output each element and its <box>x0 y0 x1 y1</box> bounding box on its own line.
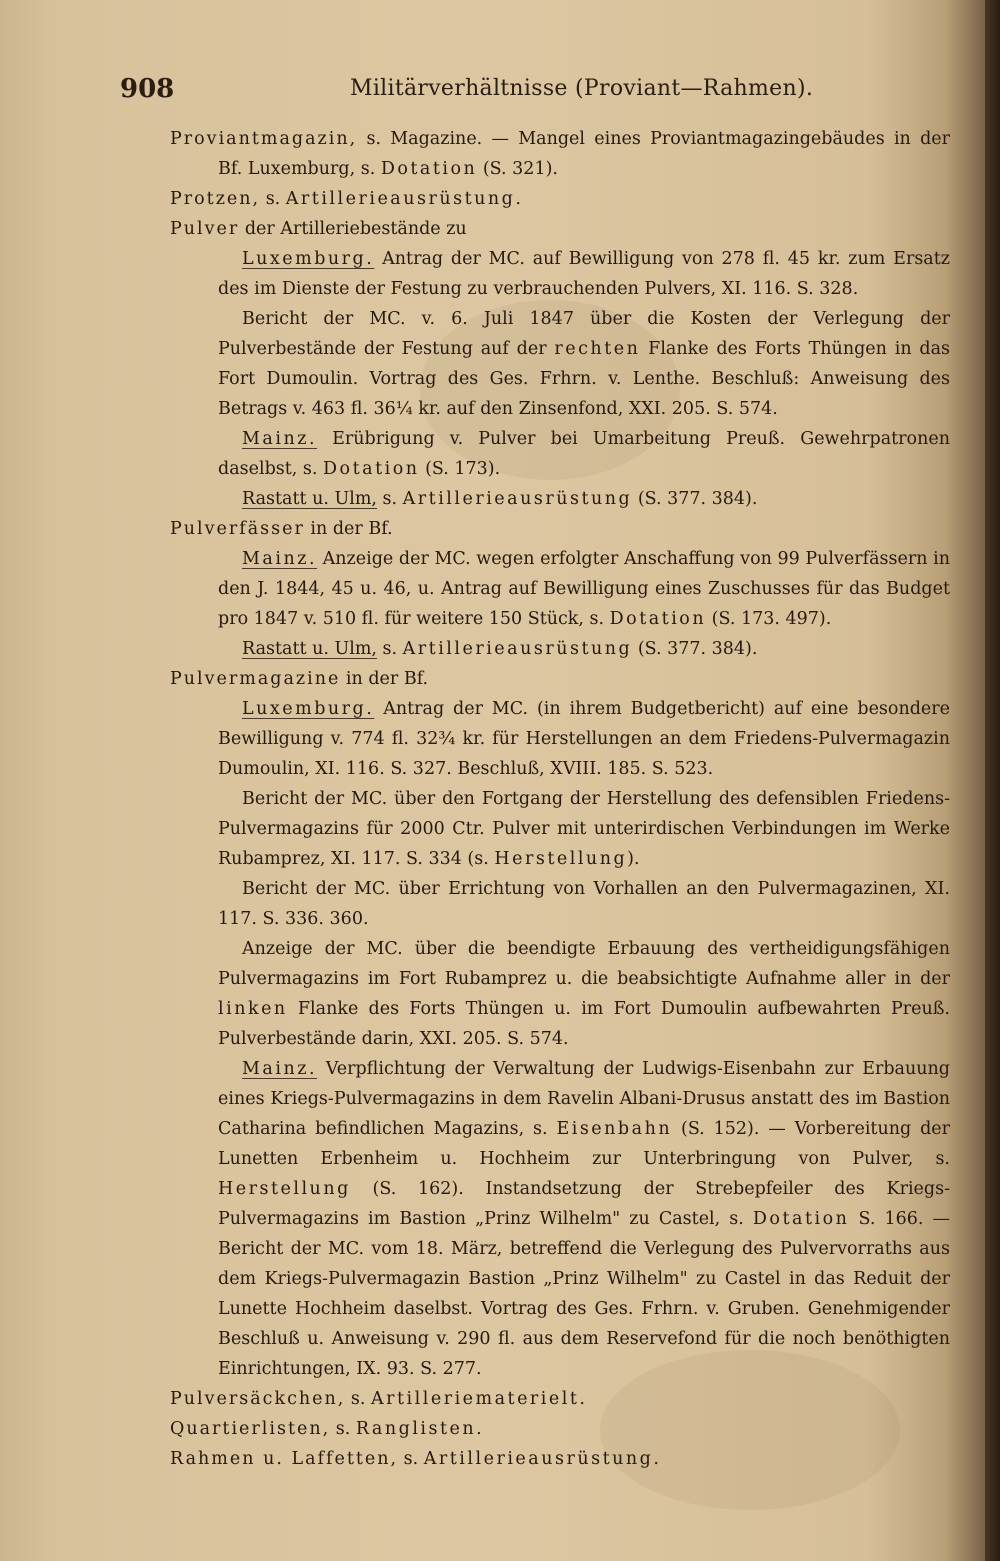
cross-reference: Artillerieausrüstung <box>285 189 516 209</box>
sub-entry-text: Antrag der MC. (in ihrem Budgetbericht) auf eine besondere Bewilligung v. 774 fl. 32¾ kr. für Herstellungen an dem Friedens-Pulvermagazin Dumoulin, XI. 116. S. 327. Beschluß, XVIII. 185. S. 523. <box>218 699 950 779</box>
sub-entry <box>170 544 950 634</box>
entry-keyword: Pulversäckchen, <box>170 1389 346 1409</box>
sub-entry <box>170 484 950 514</box>
sub-entry <box>170 784 950 874</box>
emphasis-text: rechten <box>554 339 641 359</box>
sub-entry <box>170 304 950 424</box>
place-name: Rastatt u. Ulm, <box>242 489 377 509</box>
sub-entry-text: Antrag der MC. auf Bewilligung von 278 fl. 45 kr. zum Ersatz des im Dienste der Festung zu verbrauchenden Pulvers, XI. 116. S. 328. <box>218 249 950 299</box>
entry-text: (S. 321). <box>477 159 558 179</box>
cross-reference: Dotation <box>752 1209 850 1229</box>
index-entry <box>170 514 950 544</box>
sub-entry <box>170 244 950 304</box>
entry-text: s. <box>260 189 286 209</box>
book-spine <box>985 0 1000 1561</box>
sub-entry <box>170 934 950 1054</box>
sub-entry-text: (S. 173. 497). <box>706 609 832 629</box>
cross-reference: Artilleriematerielt. <box>371 1389 588 1409</box>
sub-entry-text: Flanke des Forts Thüngen u. im Fort Dumoulin aufbewahrten Preuß. Pulverbestände darin, XXI. 205. S. 574. <box>218 999 950 1049</box>
sub-entry <box>170 694 950 784</box>
sub-entry-text: Bericht der MC. v. 6. Juli 1847 über die Kosten der Verlegung der Pulverbestände der Festung auf der <box>218 309 950 359</box>
entry-keyword: Proviantmagazin, <box>170 129 358 149</box>
entry-text: der Artilleriebestände zu <box>239 219 467 239</box>
entry-keyword: Pulvermagazine <box>170 669 341 689</box>
index-entry <box>170 1444 950 1474</box>
entry-keyword: Pulver <box>170 219 240 239</box>
entry-text: s. Magazine. — Mangel eines Proviantmagazingebäudes in der Bf. Luxemburg, s. <box>218 129 950 179</box>
sub-entry-text: Flanke des Forts Thüngen in das Fort Dumoulin. Vortrag des Ges. Frhrn. v. Lenthe. Beschluß: Anweisung des Betrags v. 463 fl. 36¼ kr. auf den Zinsenfond, XXI. 205. S. 574. <box>218 339 950 419</box>
cross-reference: Artillerieausrüstung. <box>423 1449 662 1469</box>
sub-entry <box>170 424 950 484</box>
index-entry <box>170 664 950 694</box>
entry-text: in der Bf. <box>340 669 429 689</box>
entry-text: s. <box>330 1419 356 1439</box>
sub-entry-text: (S. 377. 384). <box>632 639 758 659</box>
cross-reference: Eisenbahn <box>556 1119 673 1139</box>
sub-entry-text: Bericht der MC. über den Fortgang der Herstellung des defensiblen Friedens-Pulvermagazins für 2000 Ctr. Pulver mit unterirdischen Verbindungen im Werke Rubamprez, XI. 117. S. 334 (s. <box>218 789 950 869</box>
cross-reference: Dotation <box>323 459 420 479</box>
place-name: Luxemburg. <box>242 249 375 269</box>
place-name: Mainz. <box>242 549 318 569</box>
index-entry <box>170 124 950 184</box>
cross-reference: Ranglisten. <box>355 1419 485 1439</box>
cross-reference: Dotation <box>609 609 707 629</box>
sub-entry-text: S. 166. — Bericht der MC. vom 18. März, betreffend die Verlegung des Pulvervorraths aus dem Kriegs-Pulvermagazin Bastion „Prinz Wilhelm" zu Castel in das Reduit der Lunette Hochheim daselbst. Vortrag des Ges. Frhrn. v. Gruben. Genehmigender Beschluß u. Anweisung v. 290 fl. aus dem Reservefond für die noch benöthigten Einrichtungen, IX. 93. S. 277. <box>218 1209 950 1379</box>
place-name: Luxemburg. <box>242 699 375 719</box>
sub-entry-text: s. <box>376 639 403 659</box>
index-entry <box>170 1414 950 1444</box>
sub-entry-text: ). <box>627 849 640 869</box>
cross-reference: Dotation <box>380 159 478 179</box>
entry-keyword: Pulverfässer <box>170 519 305 539</box>
sub-entry-text: (S. 162). Instandsetzung der Strebepfeiler des Kriegs-Pulvermagazins im Bastion „Prinz Wilhelm" zu Castel, s. <box>218 1179 950 1229</box>
place-name: Rastatt u. Ulm, <box>242 639 377 659</box>
sub-entry-text: Erübrigung v. Pulver bei Umarbeitung Preuß. Gewehrpatronen daselbst, s. <box>218 429 950 479</box>
cross-reference: Herstellung <box>218 1179 351 1199</box>
index-entry <box>170 184 950 214</box>
index-entry <box>170 214 950 244</box>
index-entry <box>170 1384 950 1414</box>
place-name: Mainz. <box>242 1059 318 1079</box>
entry-text: s. <box>398 1449 424 1469</box>
cross-reference: Artillerieausrüstung <box>402 639 633 659</box>
entry-keyword: Protzen, <box>170 189 261 209</box>
entry-keyword: Rahmen u. Laffetten, <box>170 1449 399 1469</box>
sub-entry <box>170 634 950 664</box>
entry-text: in der Bf. <box>304 519 393 539</box>
index-content <box>170 124 950 1474</box>
sub-entry <box>170 1054 950 1384</box>
entry-text: s. <box>345 1389 372 1409</box>
entry-text: . <box>515 189 521 209</box>
sub-entry-text: Anzeige der MC. wegen erfolgter Anschaffung von 99 Pulverfässern in den J. 1844, 45 u. 46, u. Antrag auf Bewilligung eines Zuschusses für das Budget pro 1847 v. 510 fl. für weitere 150 Stück, s. <box>218 549 950 629</box>
entry-keyword: Quartierlisten, <box>170 1419 331 1439</box>
sub-entry-text: s. <box>376 489 403 509</box>
sub-entry <box>170 874 950 934</box>
cross-reference: Artillerieausrüstung <box>402 489 633 509</box>
page-number: 908 <box>120 74 175 104</box>
sub-entry-text: (S. 152). — Vorbereitung der Lunetten Erbenheim u. Hochheim zur Unterbringung von Pulver, s. <box>218 1119 950 1169</box>
page-header <box>120 74 940 114</box>
sub-entry-text: (S. 173). <box>419 459 501 479</box>
sub-entry-text: Verpflichtung der Verwaltung der Ludwigs-Eisenbahn zur Erbauung eines Kriegs-Pulvermagazins in dem Ravelin Albani-Drusus anstatt des im Bastion Catharina befindlichen Magazins, s. <box>218 1059 950 1139</box>
emphasis-text: linken <box>218 999 288 1019</box>
cross-reference: Herstellung <box>494 849 628 869</box>
sub-entry-text: Anzeige der MC. über die beendigte Erbauung des vertheidigungsfähigen Pulvermagazins im Fort Rubamprez u. die beabsichtigte Aufnahme aller in der <box>218 939 950 989</box>
running-title: Militärverhältnisse (Proviant—Rahmen). <box>350 76 814 101</box>
place-name: Mainz. <box>242 429 318 449</box>
sub-entry-text: (S. 377. 384). <box>632 489 758 509</box>
sub-entry-text: Bericht der MC. über Errichtung von Vorhallen an den Pulvermagazinen, XI. 117. S. 336. 360. <box>218 879 950 929</box>
